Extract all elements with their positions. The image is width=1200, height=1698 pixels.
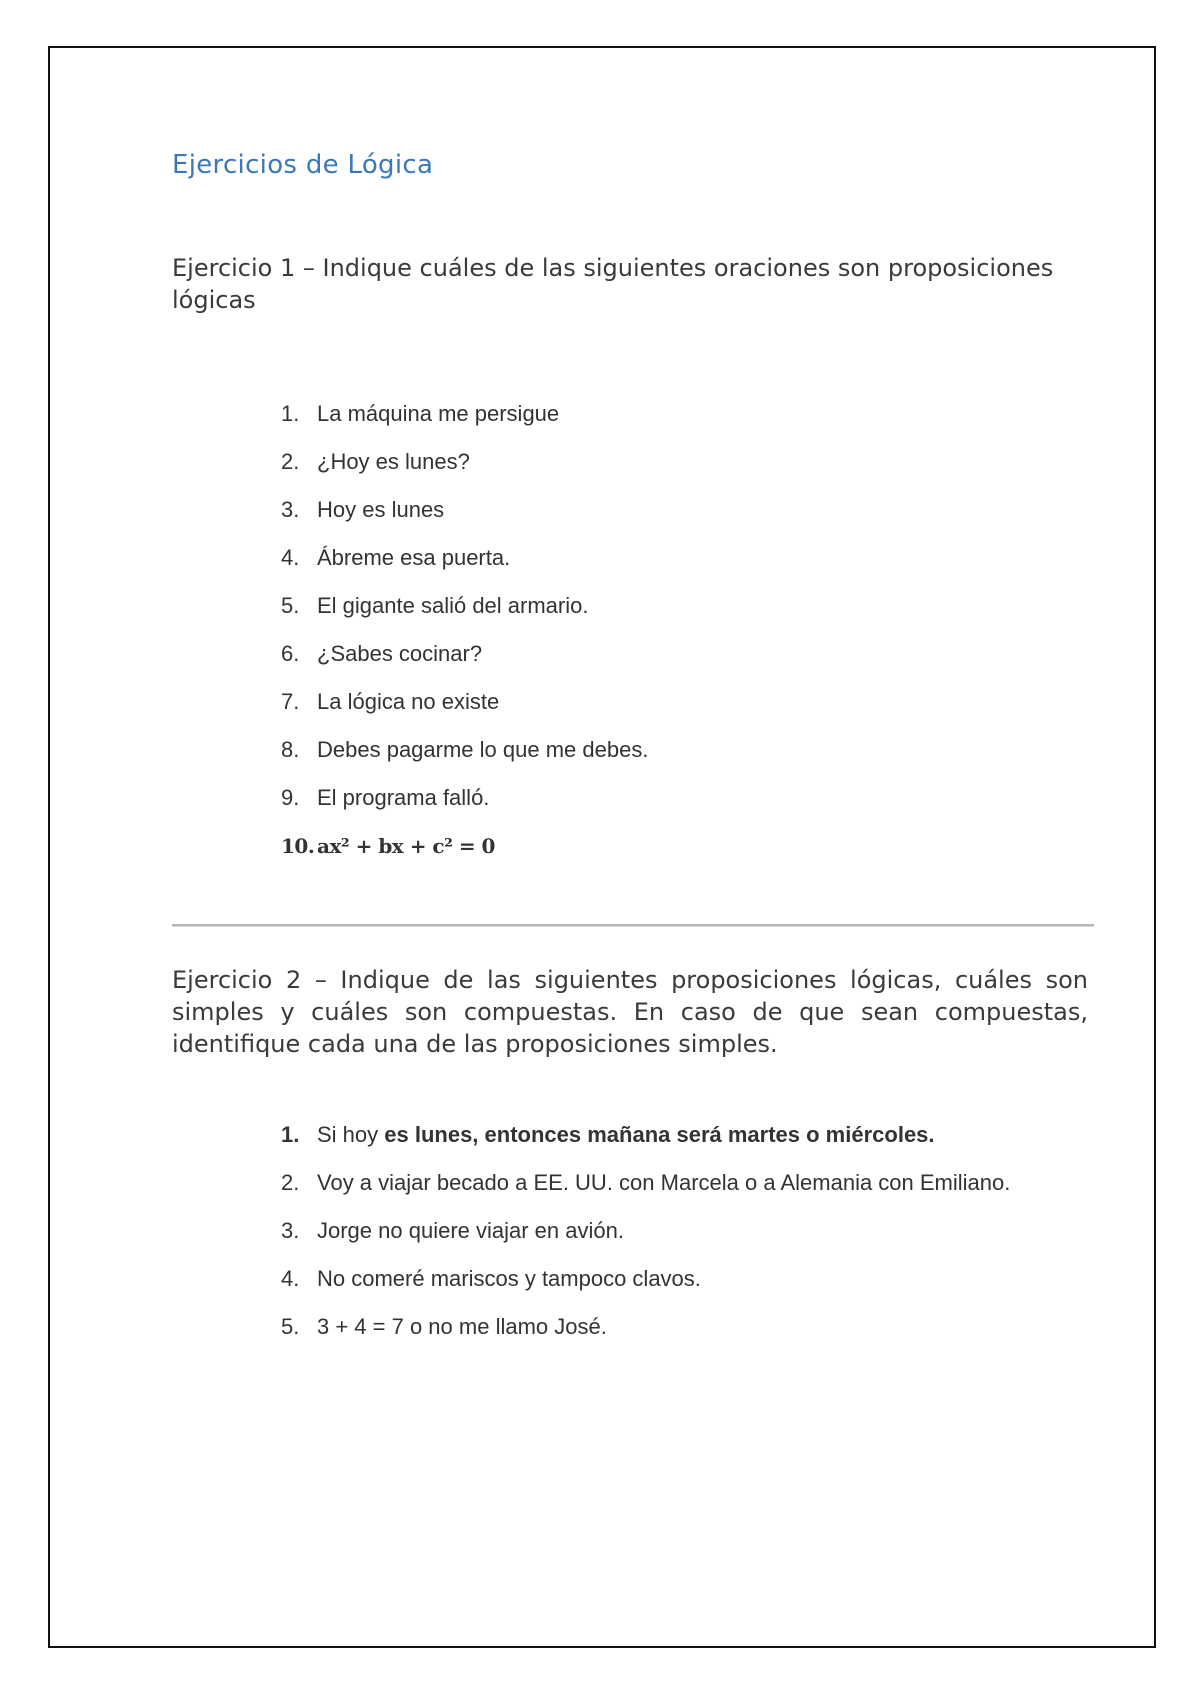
list-item — [281, 783, 648, 831]
exercise-1-heading: Ejercicio 1 – Indique cuáles de las siguientes oraciones son proposiciones lógicas — [172, 254, 1054, 314]
item-text: ¿Hoy es lunes? — [317, 449, 470, 474]
item-number: 4. — [281, 1266, 300, 1291]
list-item — [281, 687, 648, 735]
item-number: 5. — [281, 1314, 300, 1339]
item-text: Debes pagarme lo que me debes. — [317, 737, 649, 762]
list-item — [281, 735, 648, 783]
item-number: 3. — [281, 1218, 300, 1243]
item-number: 10. — [281, 834, 315, 858]
item-text: ax² + bx + c² = 0 — [317, 834, 495, 858]
list-item — [281, 447, 648, 495]
item-number: 3. — [281, 497, 300, 522]
item-text: Voy a viajar becado a EE. UU. con Marcela o a Alemania con Emiliano. — [317, 1170, 1011, 1195]
exercise-2-list — [281, 1120, 1010, 1360]
item-number: 1. — [281, 401, 300, 426]
list-item — [281, 1216, 1010, 1264]
item-text-bold: es lunes, entonces mañana será martes o miércoles. — [384, 1122, 935, 1147]
item-number: 2. — [281, 1170, 300, 1195]
exercise-2-heading: Ejercicio 2 – Indique de las siguientes proposiciones lógicas, cuáles son simples y cuáles son compuestas. En caso de que sean compuestas, identifique cada una de las proposiciones simples. — [172, 966, 1088, 1058]
item-text: Hoy es lunes — [317, 497, 445, 522]
item-number: 8. — [281, 737, 300, 762]
item-text: Ábreme esa puerta. — [317, 545, 511, 570]
item-number: 1. — [281, 1122, 300, 1147]
item-text: Jorge no quiere viajar en avión. — [317, 1218, 624, 1243]
item-number: 2. — [281, 449, 300, 474]
exercise-1-list — [281, 399, 648, 879]
item-number: 5. — [281, 593, 300, 618]
list-item — [281, 639, 648, 687]
item-text: El programa falló. — [317, 785, 490, 810]
list-item — [281, 1120, 1010, 1168]
item-text: No comeré mariscos y tampoco clavos. — [317, 1266, 701, 1291]
section-divider — [172, 924, 1094, 927]
item-text: La lógica no existe — [317, 689, 500, 714]
item-text: El gigante salió del armario. — [317, 593, 589, 618]
item-text: 3 + 4 = 7 o no me llamo José. — [317, 1314, 607, 1339]
item-number: 4. — [281, 545, 300, 570]
list-item — [281, 1264, 1010, 1312]
list-item — [281, 399, 648, 447]
item-text: La máquina me persigue — [317, 401, 560, 426]
item-number: 9. — [281, 785, 300, 810]
list-item — [281, 495, 648, 543]
list-item-formula — [281, 831, 648, 879]
list-item — [281, 1312, 1010, 1360]
item-number: 7. — [281, 689, 300, 714]
item-text-plain: Si hoy — [317, 1122, 385, 1147]
list-item — [281, 591, 648, 639]
item-number: 6. — [281, 641, 300, 666]
item-text: ¿Sabes cocinar? — [317, 641, 483, 666]
list-item — [281, 543, 648, 591]
list-item — [281, 1168, 1010, 1216]
document-title: Ejercicios de Lógica — [172, 150, 434, 180]
